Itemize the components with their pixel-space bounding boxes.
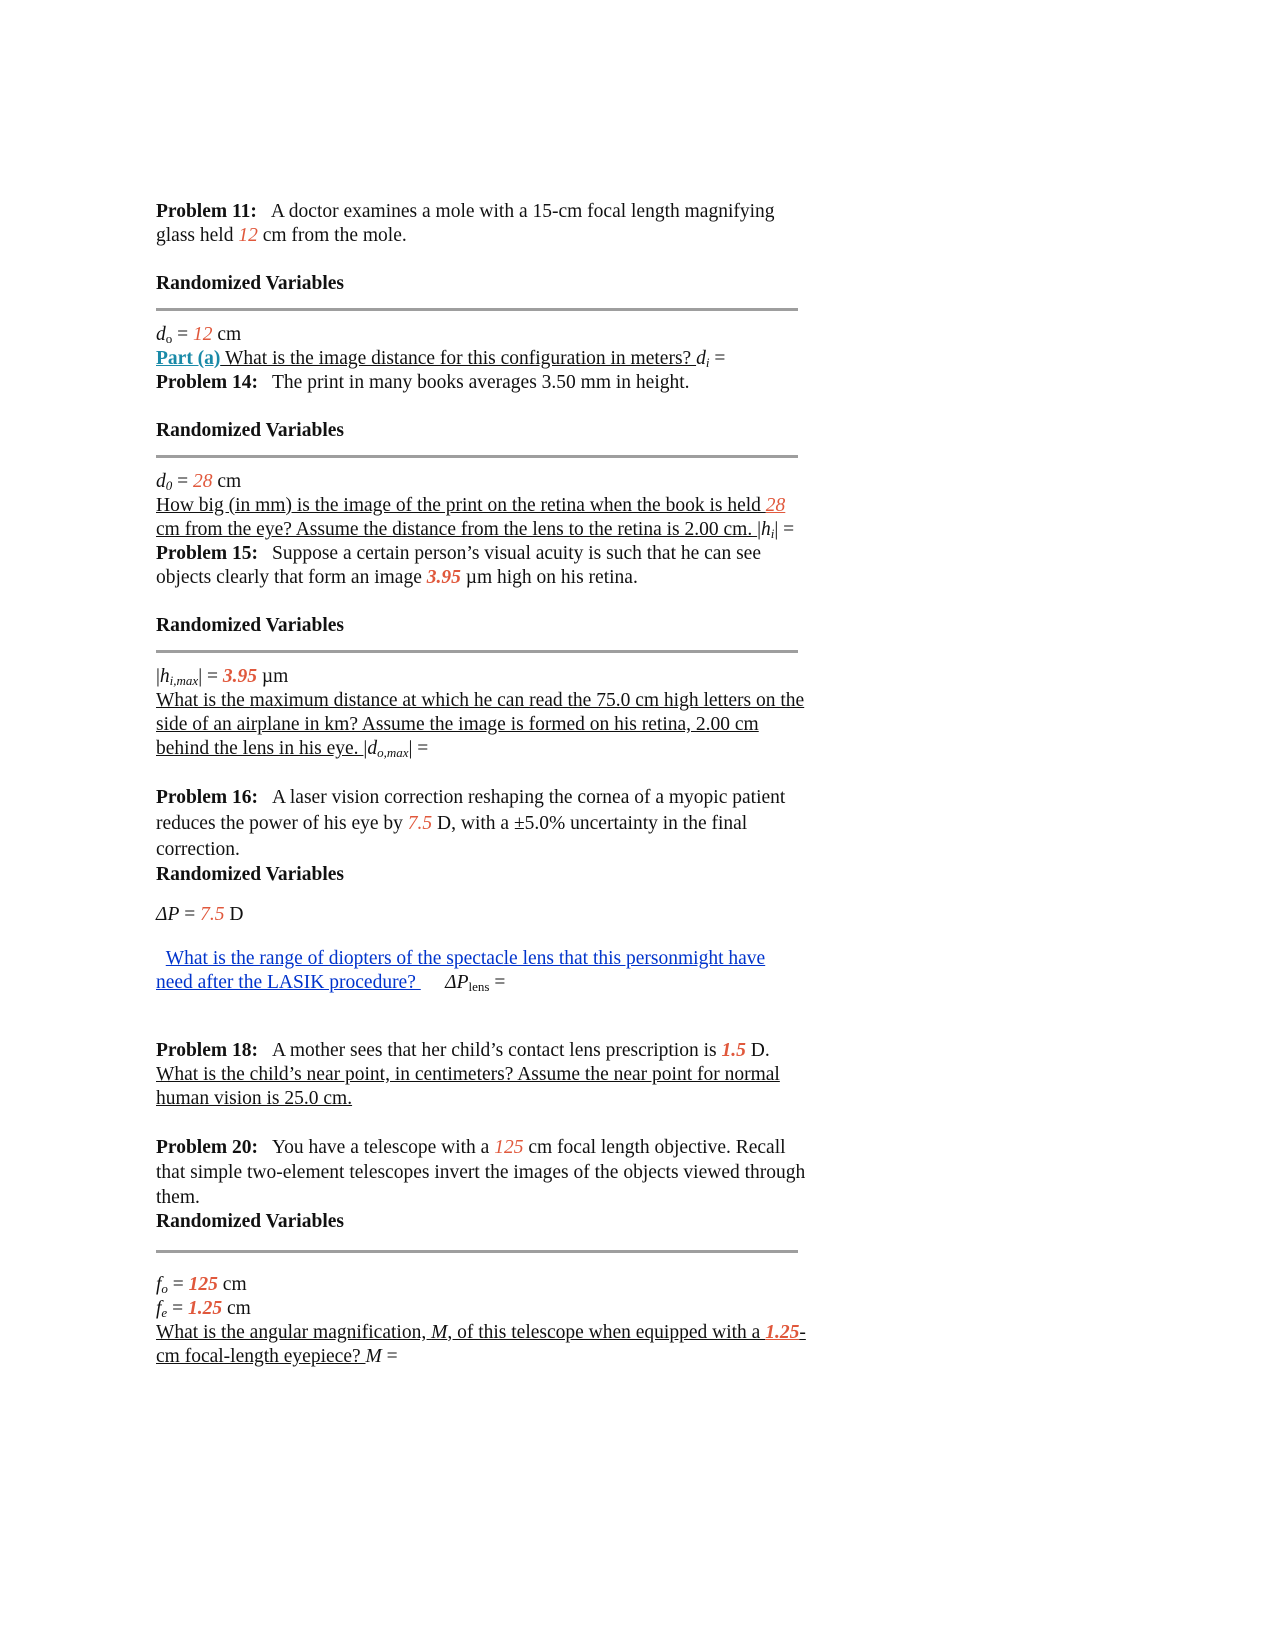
problem-18-statement: Problem 18: A mother sees that her child’s contact lens prescription is 1.5 D. What is the child’s near point, in centimeters? Assume the near point for normal human vision is 25.0 cm. [156, 1040, 780, 1109]
problem-15-question: What is the maximum distance at which he can read the 75.0 cm high letters on the side of an airplane in km? Assume the image is formed on his retina, 2.00 cm behind the lens in his eye. $|d_{o,max}|$ = [156, 690, 805, 760]
problem-16-header: Problem 16: [156, 787, 258, 808]
randomized-variables-heading: Randomized Variables [156, 420, 344, 441]
problem-18-header: Problem 18: [156, 1040, 258, 1061]
problem-11-header: Problem 11: [156, 201, 257, 222]
problem-20-header: Problem 20: [156, 1137, 258, 1158]
problem-14-statement: Problem 14: The print in many books averages 3.50 mm in height. [156, 372, 690, 393]
problem-11-statement: Problem 11: A doctor examines a mole with a 15-cm focal length magnifying glass held 12 cm from the mole. [156, 201, 775, 246]
random-value: 12 [238, 225, 258, 246]
problem-14-variable: $d_0 = 28$ cm [156, 471, 242, 493]
problem-16-variable: ΔP = 7.5 D [156, 904, 244, 925]
randomized-variables-heading: Randomized Variables [156, 864, 344, 885]
problem-20-variable-fo: $f_o = 125$ cm [156, 1274, 247, 1296]
problem-16-statement: Problem 16: A laser vision correction reshaping the cornea of a myopic patient reduces the power of his eye by 7.5 D, with a ±5.0% uncertainty in the final correction. [156, 787, 786, 860]
worksheet-page [156, 200, 806, 1369]
problem-20-variable-fe: $f_e = 1.25$ cm [156, 1298, 251, 1320]
randomized-variables-heading: Randomized Variables [156, 1211, 344, 1232]
problem-18-question: What is the child’s near point, in centimeters? Assume the near point for normal human vision is 25.0 cm. [156, 1064, 780, 1109]
problem-15-header: Problem 15: [156, 543, 258, 564]
problem-15-statement: Problem 15: Suppose a certain person’s visual acuity is such that he can see objects clearly that form an image 3.95 µm high on his retina. [156, 543, 761, 588]
part-a-question: What is the image distance for this configuration in meters? [220, 348, 697, 369]
problem-16-question: What is the range of diopters of the spectacle lens that this personmight have need after the LASIK procedure? $\Delta P_{lens}$ = [156, 948, 766, 994]
problem-20-statement: Problem 20: You have a telescope with a 125 cm focal length objective. Recall that simple two-element telescopes invert the images of the objects viewed through them. [156, 1137, 806, 1208]
problem-20-question: What is the angular magnification, M, of this telescope when equipped with a 1.25-cm focal-length eyepiece? M = [156, 1322, 806, 1367]
problem-11-part-a: Part (a) What is the image distance for this configuration in meters? $d_i$ = [156, 348, 726, 370]
problem-15-variable: $|h_{i,max}| = 3.95$ µm [156, 666, 289, 688]
problem-14-header: Problem 14: [156, 372, 258, 393]
problem-11-variable: $d_o = 12$ cm [156, 324, 242, 346]
part-a-label: Part (a) [156, 348, 221, 369]
problem-14-question: How big (in mm) is the image of the print on the retina when the book is held 28 cm from the eye? Assume the distance from the lens to the retina is 2.00 cm. $|h_i|$ = [156, 495, 795, 541]
randomized-variables-heading: Randomized Variables [156, 273, 344, 294]
randomized-variables-heading: Randomized Variables [156, 615, 344, 636]
